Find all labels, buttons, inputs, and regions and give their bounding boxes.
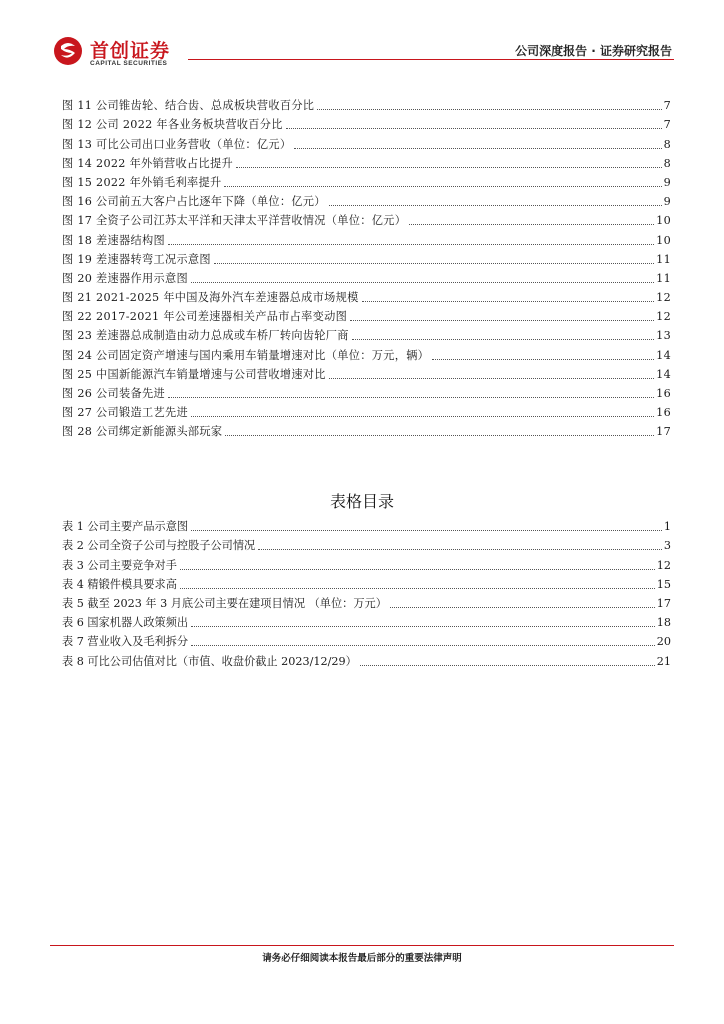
- table-title: 表 5 截至 2023 年 3 月底公司主要在建项目情况 （单位：万元）: [62, 596, 387, 610]
- table-index-row[interactable]: [62, 573, 671, 592]
- figure-index-row[interactable]: [62, 228, 671, 247]
- figure-index-row[interactable]: [62, 382, 671, 401]
- report-type-title: 公司深度报告 · 证券研究报告: [515, 44, 672, 58]
- dot-leader: [350, 320, 654, 321]
- dot-leader: [225, 435, 654, 436]
- table-title: 表 7 营业收入及毛利拆分: [62, 635, 189, 649]
- dot-leader: [329, 205, 662, 206]
- figure-index-row[interactable]: [62, 324, 671, 343]
- page-number: 11: [656, 252, 671, 266]
- footer-divider: [50, 945, 674, 946]
- dot-leader: [360, 665, 655, 666]
- figure-title: 图 23 差速器总成制造由动力总成或车桥厂转向齿轮厂商: [62, 329, 349, 343]
- figure-index-row[interactable]: [62, 113, 671, 132]
- dot-leader: [409, 224, 654, 225]
- table-title: 表 6 国家机器人政策频出: [62, 616, 189, 630]
- figure-index-row[interactable]: [62, 132, 671, 151]
- logo-chinese-name: 首创证券: [90, 40, 171, 62]
- dot-leader: [214, 263, 654, 264]
- dot-leader: [432, 359, 654, 360]
- figure-title: 图 20 差速器作用示意图: [62, 271, 188, 285]
- figure-index-row[interactable]: [62, 190, 671, 209]
- table-index-row[interactable]: [62, 592, 671, 611]
- page-number: 7: [663, 118, 671, 132]
- page-number: 9: [663, 175, 671, 189]
- figure-title: 图 12 公司 2022 年各业务板块营收百分比: [62, 118, 283, 132]
- page-number: 3: [663, 539, 671, 553]
- table-title: 表 8 可比公司估值对比（市值、收盘价截止 2023/12/29）: [62, 654, 357, 668]
- page-number: 9: [663, 195, 671, 209]
- page-header: [50, 34, 674, 68]
- table-index-list: [62, 515, 671, 669]
- figure-title: 图 22 2017-2021 年公司差速器相关产品市占率变动图: [62, 310, 348, 324]
- figure-title: 图 11 公司锥齿轮、结合齿、总成板块营收百分比: [62, 99, 315, 113]
- page-number: 10: [656, 233, 671, 247]
- figure-index-row[interactable]: [62, 152, 671, 171]
- figure-title: 图 28 公司绑定新能源头部玩家: [62, 425, 223, 439]
- figure-index-row[interactable]: [62, 401, 671, 420]
- dot-leader: [362, 301, 655, 302]
- table-title: 表 2 公司全资子公司与控股子公司情况: [62, 539, 256, 553]
- page-number: 17: [656, 596, 671, 610]
- dot-leader: [191, 416, 654, 417]
- figure-title: 图 27 公司锻造工艺先进: [62, 406, 188, 420]
- dot-leader: [294, 148, 661, 149]
- page-number: 12: [656, 310, 671, 324]
- table-index-row[interactable]: [62, 611, 671, 630]
- dot-leader: [191, 645, 655, 646]
- header-divider: [188, 59, 674, 60]
- dot-leader: [224, 186, 661, 187]
- page-number: 14: [656, 367, 671, 381]
- page-number: 21: [656, 654, 671, 668]
- table-index-row[interactable]: [62, 649, 671, 668]
- dot-leader: [180, 588, 655, 589]
- page-number: 11: [656, 271, 671, 285]
- figure-title: 图 18 差速器结构图: [62, 233, 165, 247]
- figure-title: 图 15 2022 年外销毛利率提升: [62, 175, 222, 189]
- figure-index-row[interactable]: [62, 343, 671, 362]
- figure-index-row[interactable]: [62, 286, 671, 305]
- figure-index-row[interactable]: [62, 209, 671, 228]
- page-number: 7: [663, 99, 671, 113]
- page-number: 8: [663, 137, 671, 151]
- page-number: 12: [656, 558, 671, 572]
- page-number: 16: [656, 406, 671, 420]
- figure-title: 图 13 可比公司出口业务营收（单位：亿元）: [62, 137, 292, 151]
- figure-index-row[interactable]: [62, 305, 671, 324]
- capital-securities-logo-icon: [52, 36, 84, 66]
- table-title: 表 4 精锻件模具要求高: [62, 577, 177, 591]
- figure-index-row[interactable]: [62, 171, 671, 190]
- page-number: 16: [656, 387, 671, 400]
- figure-index-list: [62, 94, 671, 439]
- figure-title: 图 25 中国新能源汽车销量增速与公司营收增速对比: [62, 367, 326, 381]
- figure-title: 图 26 公司装备先进: [62, 387, 165, 400]
- table-title: 表 1 公司主要产品示意图: [62, 520, 189, 534]
- footer-disclaimer: 请务必仔细阅读本报告最后部分的重要法律声明: [262, 953, 462, 964]
- figure-index-row[interactable]: [62, 363, 671, 382]
- figure-index-row[interactable]: [62, 94, 671, 113]
- dot-leader: [168, 244, 654, 245]
- table-index-row[interactable]: [62, 553, 671, 572]
- page-number: 8: [663, 156, 671, 170]
- page-number: 1: [663, 520, 671, 534]
- page-number: 20: [656, 635, 671, 649]
- page-number: 17: [656, 425, 671, 439]
- dot-leader: [329, 378, 654, 379]
- table-index-heading: 表格目录: [329, 492, 394, 511]
- dot-leader: [317, 109, 661, 110]
- table-index-row[interactable]: [62, 630, 671, 649]
- dot-leader: [191, 626, 655, 627]
- table-index-row[interactable]: [62, 534, 671, 553]
- dot-leader: [180, 569, 655, 570]
- dot-leader: [168, 397, 654, 398]
- dot-leader: [236, 167, 662, 168]
- page-number: 15: [656, 577, 671, 591]
- logo-english-name: CAPITAL SECURITIES: [90, 60, 168, 67]
- table-index-row[interactable]: [62, 515, 671, 534]
- dot-leader: [286, 128, 662, 129]
- figure-title: 图 19 差速器转弯工况示意图: [62, 252, 211, 266]
- page-number: 12: [656, 291, 671, 305]
- page-number: 14: [656, 348, 671, 362]
- company-logo: [50, 34, 190, 68]
- figure-index-row[interactable]: [62, 267, 671, 286]
- figure-title: 图 14 2022 年外销营收占比提升: [62, 156, 233, 170]
- figure-index-row[interactable]: [62, 420, 671, 439]
- figure-index-row[interactable]: [62, 248, 671, 267]
- figure-title: 图 16 公司前五大客户占比逐年下降（单位：亿元）: [62, 195, 326, 209]
- dot-leader: [352, 339, 654, 340]
- page-number: 18: [656, 616, 671, 630]
- table-title: 表 3 公司主要竞争对手: [62, 558, 177, 572]
- dot-leader: [258, 549, 662, 550]
- dot-leader: [191, 282, 654, 283]
- figure-title: 图 21 2021-2025 年中国及海外汽车差速器总成市场规模: [62, 291, 359, 305]
- page-number: 10: [656, 214, 671, 228]
- figure-title: 图 17 全资子公司江苏太平洋和天津太平洋营收情况（单位：亿元）: [62, 214, 407, 228]
- dot-leader: [390, 607, 655, 608]
- figure-title: 图 24 公司固定资产增速与国内乘用车销量增速对比（单位：万元，辆）: [62, 348, 430, 362]
- dot-leader: [191, 530, 662, 531]
- page-number: 13: [656, 329, 671, 343]
